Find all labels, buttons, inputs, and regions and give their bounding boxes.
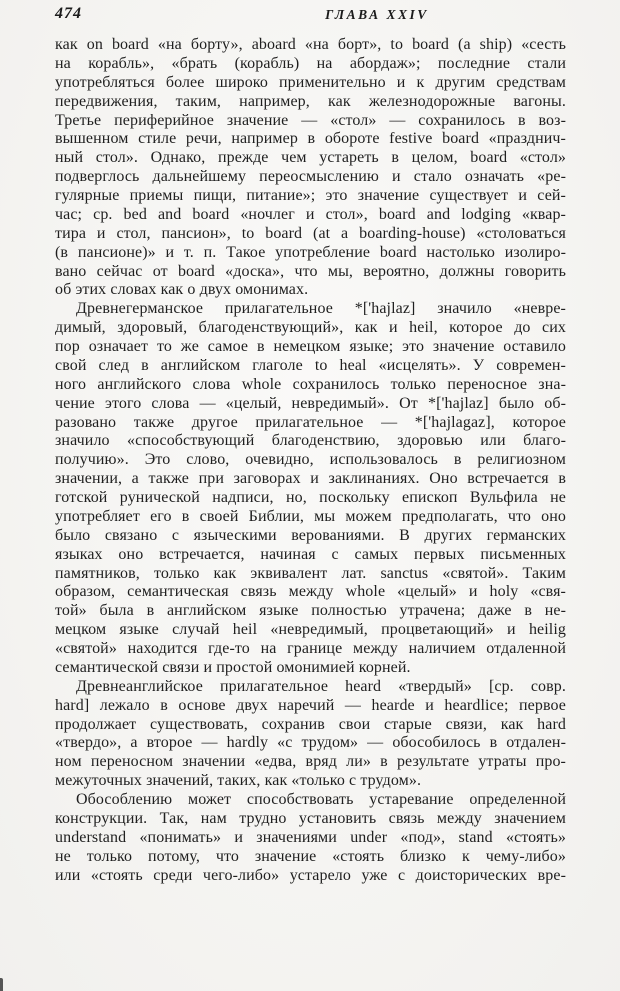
text-line: на корабль», «брать (корабль) на абордаж»; последние стали [55, 54, 566, 72]
text-line: значении, а также при заговорах и заклинаниях. Оно встречается в [55, 470, 566, 488]
text-line: час; ср. bed and board «ночлег и стол», board and lodging «квар- [55, 205, 566, 223]
text-line: подверглось дальнейшему переосмыслению и стало означать «ре- [55, 168, 566, 186]
text-line: об этих словах как о двух омонимах. [55, 281, 309, 299]
text-line: вано сейчас от board «доска», что мы, вероятно, должны говорить [55, 262, 566, 280]
text-line: или «стоять среди чего-либо» устарело уже с доисторических вре- [55, 866, 566, 884]
text-line: understand «понимать» и значениями under «под», stand «стоять» [55, 828, 566, 846]
text-line: употребляться более широко применительно и к другим средствам [55, 73, 566, 91]
text-line: разовано также другое прилагательное — *['hajlagaz], которое [55, 413, 566, 431]
text-line: тира и стол, пансион», to board (at a boarding-house) «столоваться [55, 224, 566, 242]
text-line: «твердо», а второе — hardly «с трудом» — обособилось в отдален- [55, 734, 566, 752]
text-line: значило «способствующий благоденствию, здоровью или благо- [55, 432, 566, 450]
text-line: передвижения, таким, например, как железнодорожные вагоны. [55, 92, 566, 110]
scan-artifact [0, 978, 3, 991]
text-line: свой след в английском глаголе to heal «исцелять». У современ- [55, 356, 566, 374]
text-line: (в пансионе)» и т. п. Такое употребление board настолько изолиро- [55, 243, 566, 261]
text-line: межуточных значений, таких, как «только с трудом». [55, 772, 422, 790]
text-line: вышенном стиле речи, например в обороте festive board «празднич- [55, 130, 566, 148]
text-line: как on board «на борту», aboard «на борт», to board (a ship) «сесть [55, 36, 566, 53]
text-line: образом, семантическая связь между whole «целый» и holy «свя- [55, 583, 566, 601]
text-line: hard] лежало в основе двух наречий — hearde и heardlice; первое [55, 696, 566, 714]
text-line: было связано с языческими верованиями. В других германских [55, 526, 566, 544]
text-line: семантической связи и простой омонимией корней. [55, 658, 411, 676]
page-number: 474 [55, 5, 82, 22]
chapter-heading: ГЛАВА XXIV [325, 7, 429, 22]
text-line: ного английского слова whole сохранилось только переносное зна- [55, 375, 566, 393]
text-line: Обособлению может способствовать устаревание определенной [76, 791, 566, 808]
text-line: мецком языке случай heil «невредимый, процветающий» и heilig [55, 621, 566, 639]
text-line: Древнеанглийское прилагательное heard «твердый» [ср. совр. [76, 677, 566, 695]
text-line: конструкции. Так, нам трудно установить связь между значением [55, 809, 566, 827]
text-line: чение этого слова — «целый, невредимый». От *['hajlaz] было об- [55, 394, 566, 412]
text-line: ный стол». Однако, прежде чем устареть в целом, board «стол» [55, 149, 566, 167]
text-line: языках оно встречается, начиная с самых первых письменных [55, 545, 566, 563]
text-line: Третье периферийное значение — «стол» — сохранилось в воз- [55, 111, 566, 129]
text-line: Древнегерманское прилагательное *['hajlaz] значило «невре- [76, 300, 566, 318]
text-line: продолжает существовать, сохранив свои старые связи, как hard [55, 715, 566, 733]
text-line: ном переносном значении «едва, вряд ли» в результате утраты про- [55, 753, 566, 771]
text-line: готской рунической надписи, но, поскольку епископ Вульфила не [55, 489, 566, 506]
text-line: той» была в английском языке полностью утрачена; даже в не- [55, 602, 566, 620]
text-line: не только потому, что значение «стоять близко к чему-либо» [55, 847, 566, 865]
text-line: памятников, только как эквивалент лат. sanctus «святой». Таким [55, 564, 566, 582]
text-line: получию». Это слово, очевидно, использовалось в религиозном [55, 451, 566, 469]
text-line: пор означает то же самое в немецком языке; это значение оставило [55, 338, 566, 355]
text-line: «святой» находится где-то на границе между наличием отдаленной [55, 640, 566, 657]
body-text [55, 36, 566, 885]
running-head [55, 5, 566, 25]
text-line: димый, здоровый, благоденствующий», как и heil, которое до сих [55, 319, 566, 337]
text-line: гулярные приемы пищи, питание»; это значение существует и сей- [55, 187, 566, 204]
text-line: употребляет его в своей Библии, мы можем предполагать, что оно [55, 507, 566, 525]
